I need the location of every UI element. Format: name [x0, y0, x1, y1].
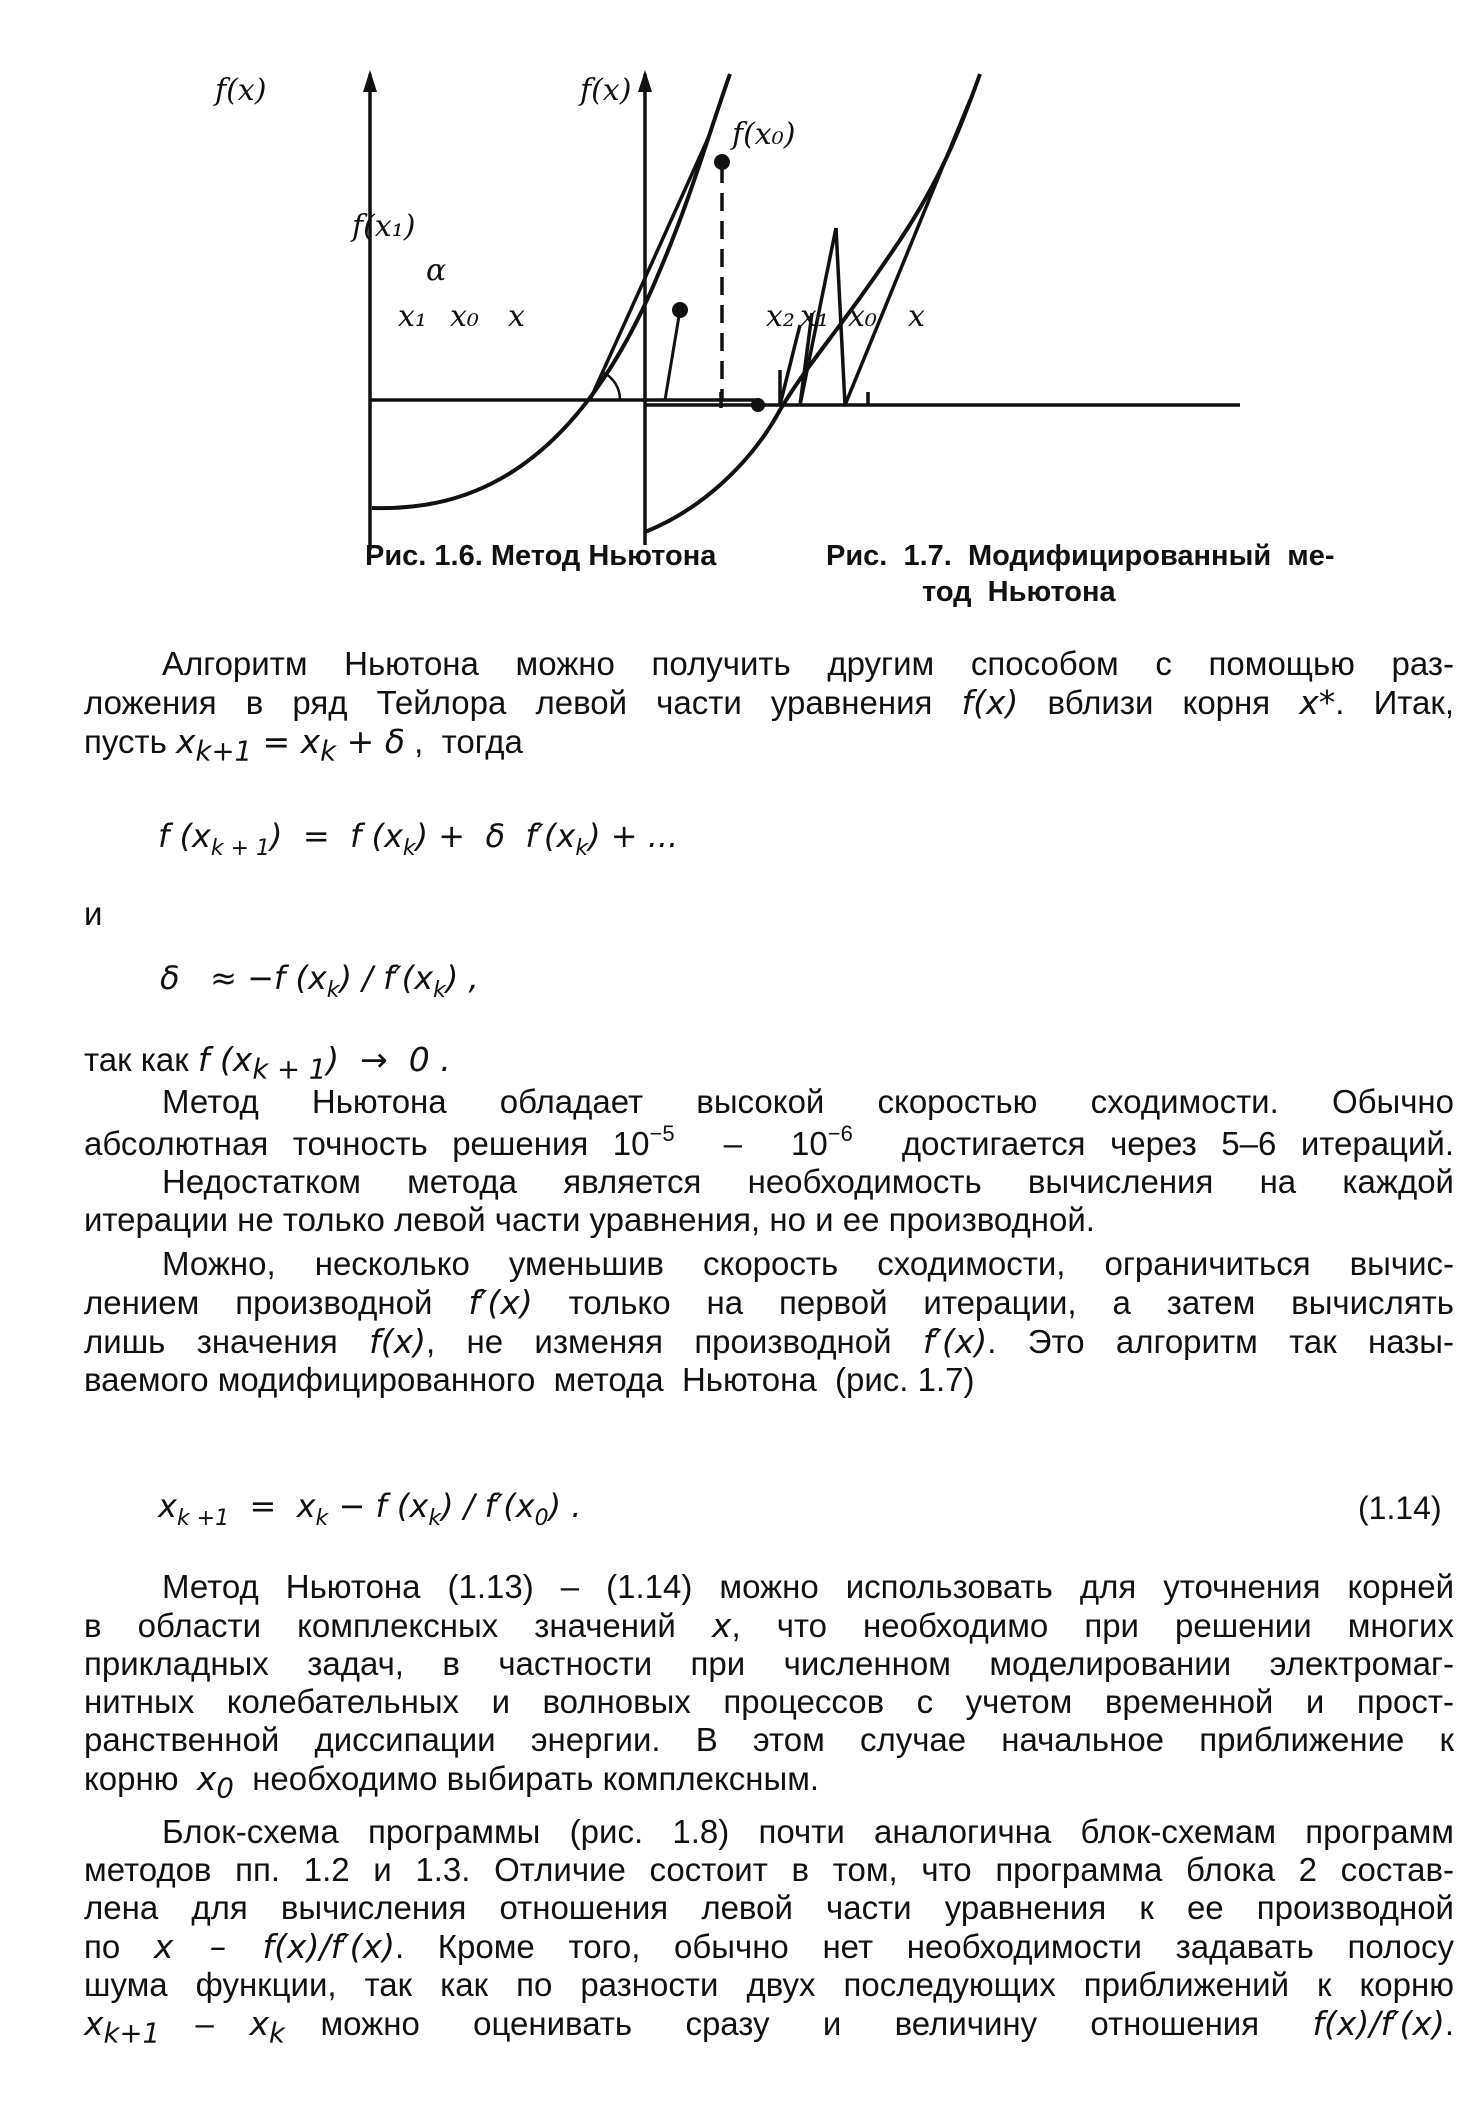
- text-run: ложения в ряд Тейлора левой части уравнения: [84, 684, 962, 721]
- y-axis-label: f(x): [215, 73, 267, 108]
- tick-x1-label: x₁: [800, 299, 829, 334]
- p4-line4: ваемого модифицированного метода Ньютона (рис. 1.7): [84, 1361, 975, 1398]
- eq-part: = x: [229, 1487, 316, 1525]
- paragraphs-5-6: [84, 1568, 1454, 2049]
- p3-line1: Недостатком метода является необходимость вычисления на каждой: [162, 1163, 1454, 1200]
- y-axis-arrow: [363, 70, 377, 92]
- math-run: ) → 0 .: [326, 1040, 451, 1079]
- eq-part: ) + δ f′(x: [415, 817, 576, 855]
- text-run: только на первой итерации, а затем вычислять: [532, 1284, 1454, 1321]
- math-sub: k+1: [195, 735, 252, 768]
- math-sub: k + 1: [252, 1053, 327, 1086]
- p1-line3: [84, 722, 1454, 768]
- math-run: f(x): [369, 1322, 426, 1361]
- text-run: в области комплексных значений: [84, 1607, 712, 1644]
- equation-delta: [160, 959, 479, 1003]
- eq-sub: k: [575, 836, 589, 861]
- eq-part: ) ,: [445, 959, 479, 997]
- paragraphs-2-4: [84, 1083, 1454, 1399]
- y-axis-arrow: [638, 70, 652, 92]
- text-run: вблизи корня: [1018, 684, 1300, 721]
- eq-part: ) = f (x: [270, 817, 403, 855]
- eq-sub: k: [326, 978, 340, 1003]
- figure-1-6-caption: Рис. 1.6. Метод Ньютона: [365, 540, 717, 572]
- p5-line5: ранственной диссипации энергии. В этом случае начальное приближение к: [84, 1721, 1454, 1758]
- math-x: x: [175, 722, 196, 761]
- text-run: , не изменяя производной: [426, 1323, 923, 1360]
- equation-1-14: [158, 1487, 582, 1531]
- since-line: [84, 1040, 451, 1086]
- p5-line2: [84, 1606, 1454, 1645]
- p4-line1: Можно, несколько уменьшив скорость сходимости, ограничиться вычис-: [162, 1245, 1454, 1282]
- eq-part: δ ≈ −f (x: [160, 959, 327, 997]
- math-run: f (x: [197, 1040, 253, 1079]
- math-run: x: [196, 1759, 217, 1798]
- iteration-drop-1: [836, 228, 845, 405]
- conjunction-and: и: [84, 895, 103, 932]
- text-run: пусть: [84, 723, 176, 760]
- figure-1-7: [580, 70, 1240, 540]
- text-run: по: [84, 1927, 154, 1965]
- p5-line3: прикладных задач, в частности при численном моделировании электромаг-: [84, 1645, 1454, 1682]
- text-run: лением производной: [84, 1284, 469, 1321]
- eq-sub: k + 1: [210, 836, 271, 861]
- text-run: абсолютная точность решения 10: [84, 1125, 650, 1162]
- equation-taylor: [158, 817, 679, 861]
- math-sub: k: [269, 2017, 285, 2050]
- p4-line2: [84, 1283, 1454, 1322]
- text-run: , что необходимо при решении многих: [731, 1607, 1454, 1644]
- math-fx: f(x): [961, 683, 1019, 722]
- eq-sub: k: [433, 978, 446, 1003]
- p1-line2: [84, 683, 1454, 722]
- tick-x0-label: x₀: [450, 299, 479, 334]
- math-run: f′(x): [468, 1283, 533, 1322]
- alpha-label: α: [426, 253, 447, 288]
- eq-part: − f (x: [328, 1487, 429, 1525]
- superscript: −5: [649, 1121, 675, 1146]
- p5-line1: Метод Ньютона (1.13) – (1.14) можно использовать для уточнения корней: [162, 1568, 1454, 1605]
- figure-1-7-caption-line1: Рис. 1.7. Модифицированный ме-: [826, 540, 1335, 572]
- point-f-x1-label: f(x₁): [352, 209, 416, 244]
- p6-line2: методов пп. 1.2 и 1.3. Отличие состоит в том, что программа блока 2 состав-: [84, 1850, 1454, 1888]
- text-run: –: [160, 2004, 250, 2042]
- eq-part: f (x: [158, 817, 211, 855]
- math-run: x: [249, 2003, 269, 2043]
- p6-line1: Блок-схема программы (рис. 1.8) почти аналогична блок-схемам программ: [162, 1812, 1454, 1850]
- equation-number: (1.14): [1358, 1490, 1442, 1526]
- text-run: . Кроме того, обычно нет необходимости задавать полосу: [394, 1927, 1454, 1965]
- x-axis-label: x: [908, 299, 925, 334]
- eq-sub: k: [315, 1506, 329, 1531]
- x-axis-label: x: [508, 299, 525, 334]
- eq-part: ) .: [548, 1487, 582, 1525]
- iteration-line-0: [845, 100, 970, 405]
- eq-sub: k: [428, 1506, 442, 1531]
- text-run: необходимо выбирать комплексным.: [233, 1760, 820, 1797]
- text-run: , тогда: [404, 723, 523, 760]
- p5-line4: нитных колебательных и волновых процессов с учетом временной и прост-: [84, 1683, 1454, 1720]
- text-run: достигается через 5–6 итераций.: [852, 1125, 1454, 1162]
- p6-line5: шума функции, так как по разности двух последующих приближений к корню: [84, 1965, 1454, 2003]
- text-run: .: [1444, 2004, 1455, 2042]
- superscript: −6: [827, 1121, 853, 1146]
- text-run: корню: [84, 1760, 197, 1797]
- paragraph-1: [84, 645, 1454, 768]
- p3-line2: итерации не только левой части уравнения, но и ее производной.: [84, 1201, 1095, 1238]
- tick-x0-label: x₀: [848, 299, 877, 334]
- text-run: . Итак,: [1335, 684, 1454, 721]
- math-sub: k+1: [103, 2017, 160, 2050]
- p5-line6: [84, 1759, 1454, 1805]
- math-sub: 0: [216, 1772, 234, 1805]
- eq-sub: k: [402, 836, 416, 861]
- math-run: x – f(x)/f′(x): [153, 1926, 395, 1966]
- text-run: лишь значения: [84, 1323, 370, 1360]
- math-run: f′(x): [922, 1322, 988, 1361]
- math-eq: = x: [251, 722, 321, 761]
- math-sub: k: [320, 735, 337, 768]
- p6-line3: лена для вычисления отношения левой части уравнения к ее производной: [84, 1888, 1454, 1926]
- p4-line3: [84, 1322, 1454, 1361]
- math-run: f(x)/f′(x): [1312, 2003, 1445, 2043]
- root-point: [751, 398, 765, 412]
- text-run: – 10: [674, 1125, 828, 1162]
- eq-sub: 0: [534, 1506, 549, 1531]
- eq-part: x: [158, 1487, 177, 1525]
- eq-part: ) / f′(x: [441, 1487, 535, 1525]
- p2-line2: [84, 1121, 1454, 1163]
- p2-line1: Метод Ньютона обладает высокой скоростью сходимости. Обычно: [162, 1083, 1454, 1120]
- point-f-x0-label: f(x₀): [732, 117, 796, 152]
- tick-x1-label: x₁: [398, 299, 427, 334]
- text-run: . Это алгоритм так назы-: [987, 1323, 1455, 1360]
- math-root: x*: [1299, 683, 1336, 722]
- p1-line1: Алгоритм Ньютона можно получить другим способом с помощью раз-: [162, 645, 1454, 682]
- figure-1-7-plot: [640, 70, 1240, 540]
- eq-part: ) / f′(x: [339, 959, 434, 997]
- math-delta: + δ: [336, 722, 405, 761]
- eq-sub: k +1: [176, 1506, 230, 1531]
- tick-x2-label: x₂: [766, 299, 795, 334]
- math-run: x: [711, 1606, 732, 1645]
- text-run: можно оценивать сразу и величину отношения: [284, 2004, 1313, 2042]
- y-axis-label: f(x): [580, 73, 632, 108]
- eq-part: ) + ...: [588, 817, 679, 855]
- math-run: x: [84, 2003, 104, 2043]
- figure-1-7-caption-line2: тод Ньютона: [922, 576, 1116, 608]
- text-run: так как: [84, 1041, 198, 1078]
- p6-line4: [84, 1927, 1454, 1966]
- p6-line6: [84, 2004, 1454, 2050]
